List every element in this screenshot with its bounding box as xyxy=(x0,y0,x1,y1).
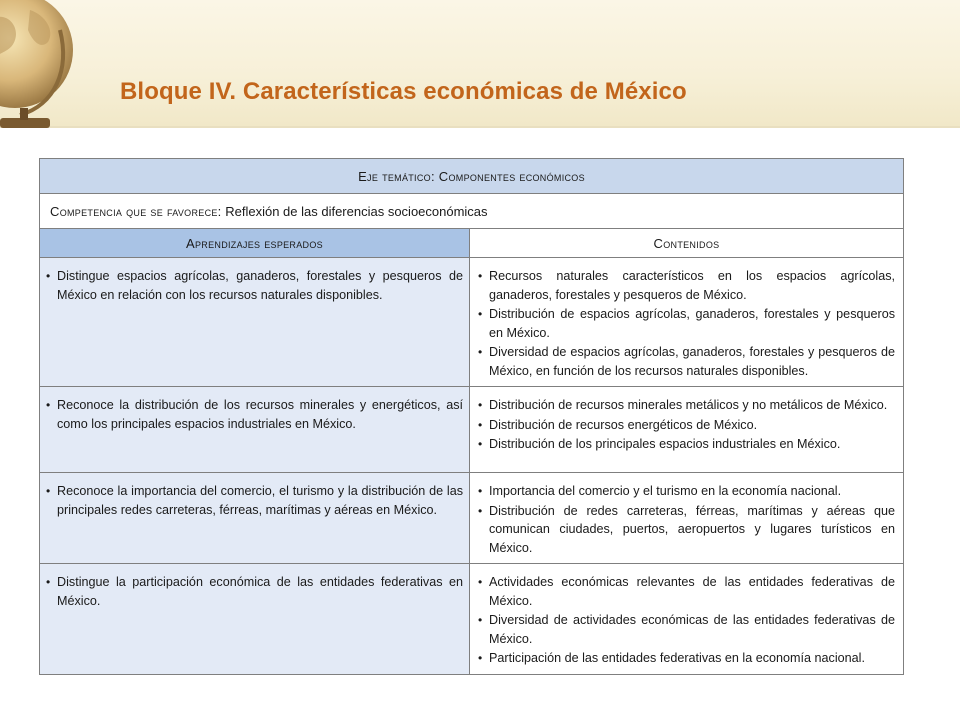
table-row xyxy=(40,387,904,473)
list-item: • Reconoce la importancia del comercio, el turismo y la distribución de las principales redes carreteras, férreas, marítimas y aéreas en México. xyxy=(46,484,463,517)
contenidos-cell xyxy=(470,564,904,675)
list-item: • Reconoce la distribución de los recursos minerales y energéticos, así como los principales espacios industriales en México. xyxy=(46,398,463,431)
competencia-value: Reflexión de las diferencias socioeconómicas xyxy=(225,203,488,219)
list-item: • Distribución de recursos energéticos de México. xyxy=(478,417,758,432)
contenido-text: Recursos naturales característicos en los espacios agrícolas, ganaderos, forestales y pesqueros de México. xyxy=(489,269,895,302)
aprendizaje-cell xyxy=(40,387,470,473)
aprendizaje-cell xyxy=(40,564,470,675)
contenido-text: Distribución de espacios agrícolas, ganaderos, forestales y pesqueros en México. xyxy=(489,307,895,340)
aprendizaje-cell xyxy=(40,258,470,387)
list-item: • Actividades económicas relevantes de las entidades federativas de México. xyxy=(478,575,895,608)
list-item: • Participación de las entidades federativas en la economía nacional. xyxy=(478,651,865,665)
aprendizaje-text: Reconoce la distribución de los recursos minerales y energéticos, así como los principales espacios industriales en México. xyxy=(57,398,463,431)
competencia-label: Competencia que se favorece: xyxy=(50,203,222,219)
contenido-text: Actividades económicas relevantes de las entidades federativas de México. xyxy=(489,575,895,608)
slide-title: Bloque IV. Características económicas de México xyxy=(120,78,687,105)
list-item: • Distribución de recursos minerales metálicos y no metálicos de México. xyxy=(478,398,888,412)
contenido-text: Distribución de recursos minerales metálicos y no metálicos de México. xyxy=(489,398,888,412)
list-item: • Distingue espacios agrícolas, ganaderos, forestales y pesqueros de México en relación con los recursos naturales disponibles. xyxy=(46,269,463,302)
contenidos-cell xyxy=(470,387,904,473)
aprendizaje-text: Reconoce la importancia del comercio, el turismo y la distribución de las principales redes carreteras, férreas, marítimas y aéreas en México. xyxy=(57,484,463,517)
aprendizaje-text: Distingue la participación económica de las entidades federativas en México. xyxy=(57,575,463,608)
table-row xyxy=(40,473,904,564)
list-item: • Diversidad de actividades económicas de las entidades federativas de México. xyxy=(478,613,895,646)
header-divider xyxy=(0,126,960,128)
list-item: • Distribución de redes carreteras, férreas, marítimas y aéreas que comunican ciudades, puertos, aeropuertos y lugares turísticos en México. xyxy=(478,503,895,555)
eje-tematico-header xyxy=(40,159,904,194)
list-item: • Recursos naturales característicos en los espacios agrícolas, ganaderos, forestales y pesqueros de México. xyxy=(478,269,895,302)
column-header-contenidos: Contenidos xyxy=(470,229,904,258)
contenido-text: Diversidad de espacios agrícolas, ganaderos, forestales y pesqueros de México, en función de los recursos naturales disponibles. xyxy=(489,345,895,378)
globe-icon xyxy=(0,0,80,145)
list-item: • Importancia del comercio y el turismo en la economía nacional. xyxy=(478,484,842,498)
contenido-text: Distribución de redes carreteras, férreas, marítimas y aéreas que comunican ciudades, puertos, aeropuertos y lugares turísticos en México. xyxy=(489,503,895,555)
contenidos-cell xyxy=(470,473,904,564)
contenido-text: Distribución de los principales espacios industriales en México. xyxy=(489,437,841,451)
list-item: • Diversidad de espacios agrícolas, ganaderos, forestales y pesqueros de México, en función de los recursos naturales disponibles. xyxy=(478,345,895,378)
table-row xyxy=(40,258,904,387)
eje-value: Componentes económicos xyxy=(438,168,585,184)
contenidos-cell xyxy=(470,258,904,387)
list-item: • Distingue la participación económica de las entidades federativas en México. xyxy=(46,575,463,608)
contenido-text: Participación de las entidades federativas en la economía nacional. xyxy=(489,651,865,665)
aprendizaje-cell xyxy=(40,473,470,564)
competencia-row xyxy=(40,194,904,229)
table-row xyxy=(40,564,904,675)
list-item: • Distribución de espacios agrícolas, ganaderos, forestales y pesqueros en México. xyxy=(478,307,895,340)
curriculum-table xyxy=(39,158,903,675)
list-item: • Distribución de los principales espacios industriales en México. xyxy=(478,437,841,451)
contenido-text: Distribución de recursos energéticos de México. xyxy=(489,417,758,432)
aprendizaje-text: Distingue espacios agrícolas, ganaderos, forestales y pesqueros de México en relación con los recursos naturales disponibles. xyxy=(57,269,463,302)
header-band xyxy=(0,0,960,126)
contenido-text: Importancia del comercio y el turismo en la economía nacional. xyxy=(489,484,842,498)
eje-label: Eje temático: xyxy=(358,168,435,184)
column-header-aprendizajes: Aprendizajes esperados xyxy=(40,229,470,258)
contenido-text: Diversidad de actividades económicas de las entidades federativas de México. xyxy=(489,613,895,646)
